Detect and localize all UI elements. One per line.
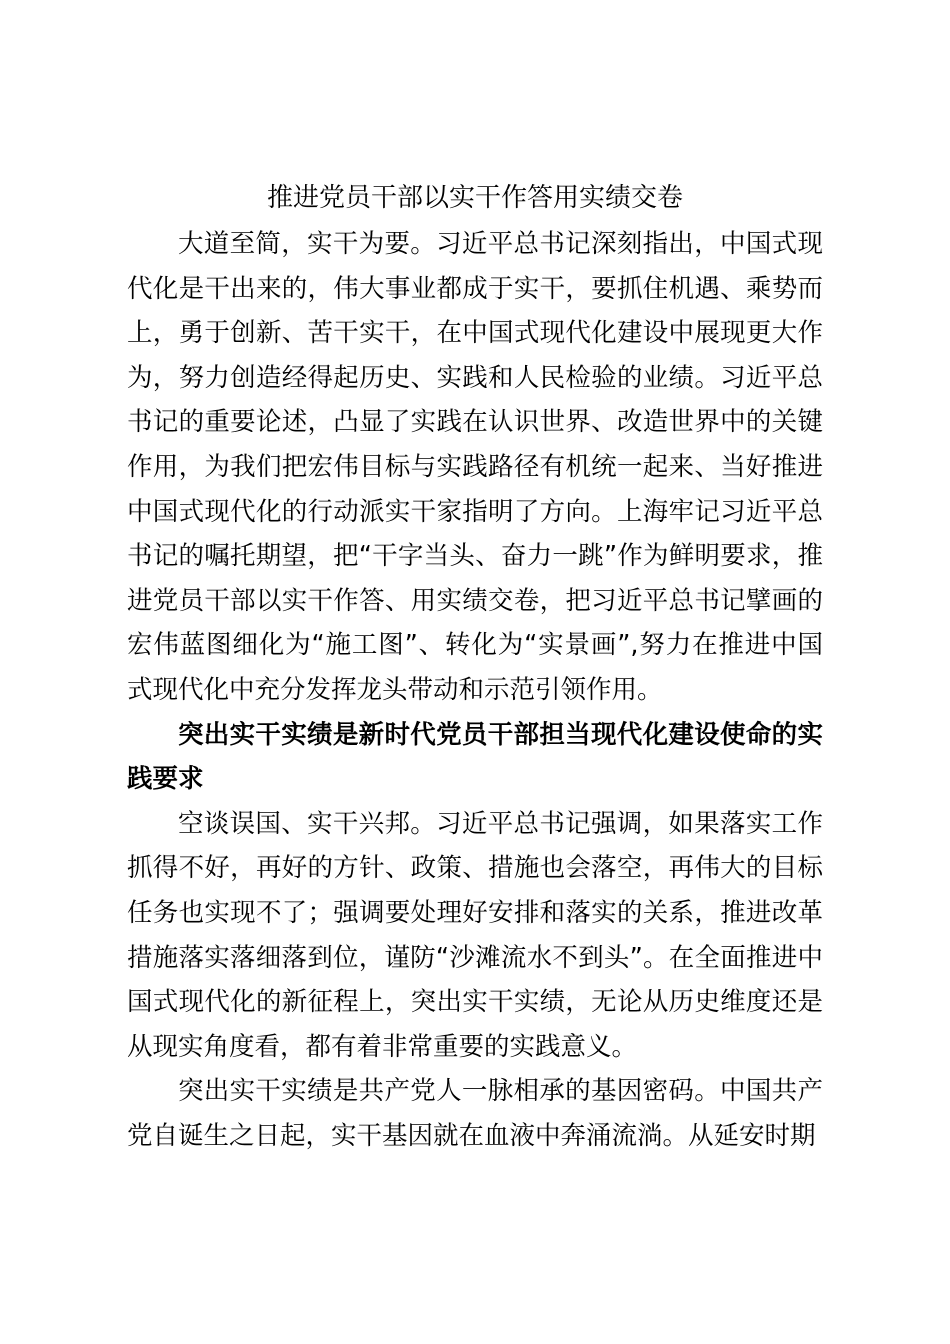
paragraph-section-2: 突出实干实绩是共产党人一脉相承的基因密码。中国共产党自诞生之日起，实干基因就在血液中奔涌流淌。从延安时期: [127, 1076, 823, 1151]
paragraph-intro: 大道至简，实干为要。习近平总书记深刻指出，中国式现代化是干出来的，伟大事业都成于实干，要抓住机遇、乘势而上，勇于创新、苦干实干，在中国式现代化建设中展现更大作为，努力创造经得起历史、实践和人民检验的业绩。习近平总书记的重要论述，凸显了实践在认识世界、改造世界中的关键作用，为我们把宏伟目标与实践路径有机统一起来、当好推进中国式现代化的行动派实干家指明了方向。上海牢记习近平总书记的嘱托期望，把“干字当头、奋力一跳”作为鲜明要求，推进党员干部以实干作答、用实绩交卷，把习近平总书记擘画的宏伟蓝图细化为“施工图”、转化为“实景画”,努力在推进中国式现代化中充分发挥龙头带动和示范引领作用。: [127, 229, 823, 705]
document-title: 推进党员干部以实干作答用实绩交卷: [266, 183, 683, 213]
paragraph-section-1: 空谈误国、实干兴邦。习近平总书记强调，如果落实工作抓得不好，再好的方针、政策、措施也会落空，再伟大的目标任务也实现不了；强调要处理好安排和落实的关系，推进改革措施落实落细落到位，谨防“沙滩流水不到头”。在全面推进中国式现代化的新征程上，突出实干实绩，无论从历史维度还是从现实角度看，都有着非常重要的实践意义。: [127, 808, 823, 1062]
document-body: [127, 222, 823, 1158]
section-heading: 突出实干实绩是新时代党员干部担当现代化建设使命的实践要求: [127, 719, 823, 795]
